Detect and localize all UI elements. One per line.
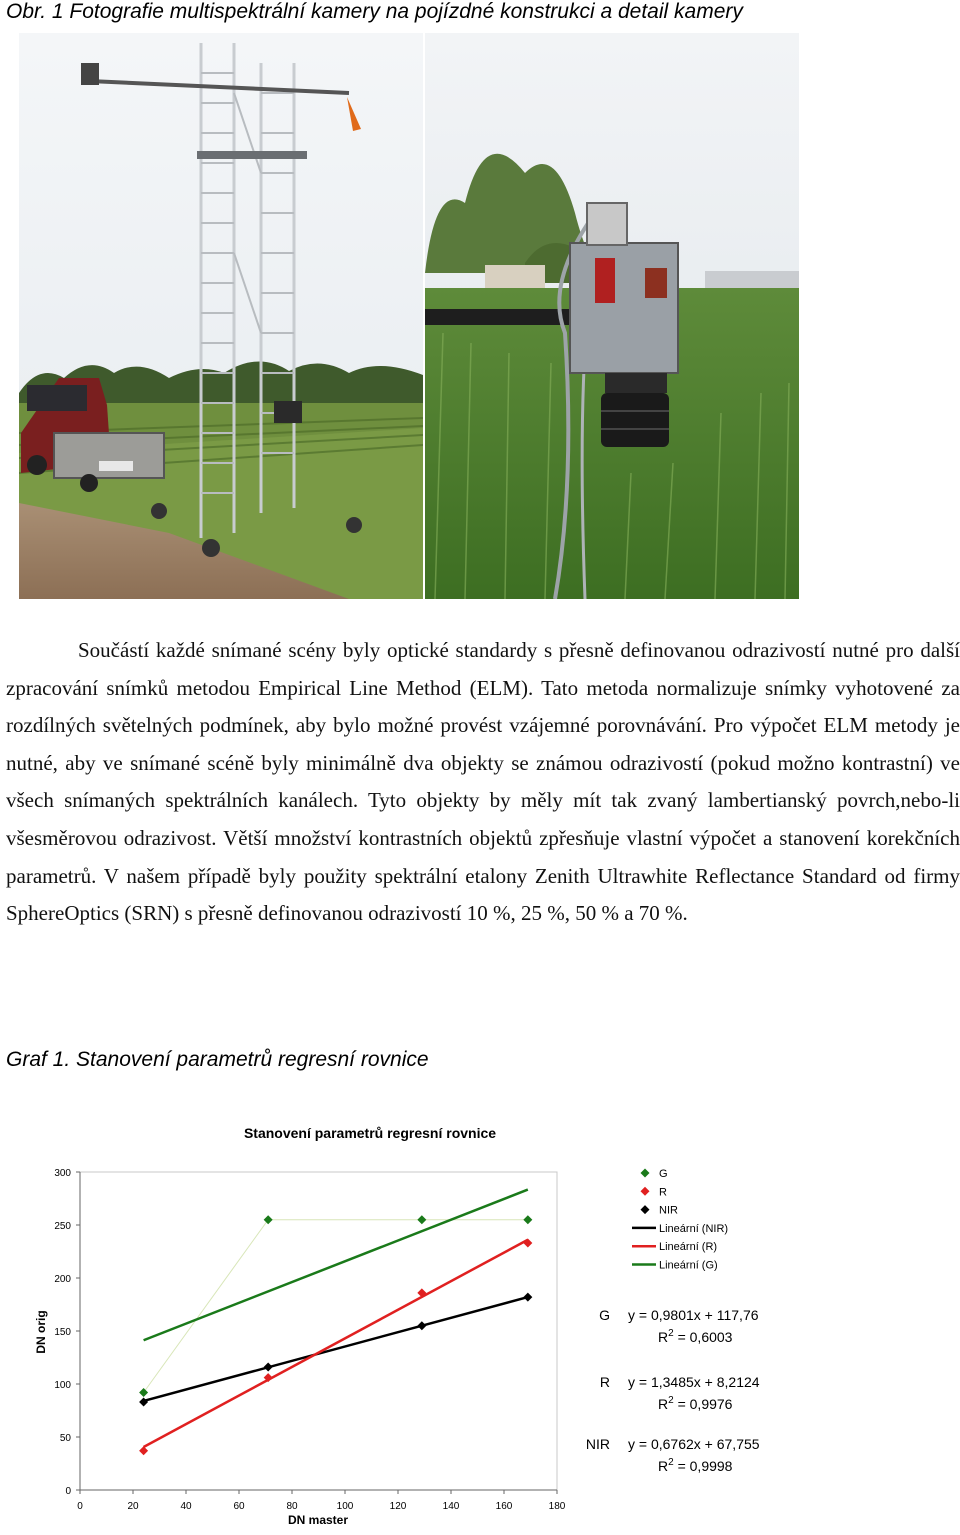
legend-label: NIR xyxy=(659,1204,678,1217)
legend xyxy=(632,1168,728,1272)
legend-marker xyxy=(641,1187,650,1196)
r-squared-text: $R^2 = 0,9998$ xyxy=(658,1457,733,1474)
trend-line xyxy=(144,1190,528,1341)
data-point xyxy=(264,1363,273,1372)
equation-series-label: G xyxy=(599,1307,610,1323)
g-series-connector xyxy=(144,1220,528,1393)
y-tick-label: 100 xyxy=(54,1380,71,1391)
data-point xyxy=(139,1446,148,1455)
legend-label: Lineární (NIR) xyxy=(659,1222,729,1235)
trend-lines xyxy=(144,1190,528,1447)
x-tick-label: 100 xyxy=(336,1501,354,1512)
body-paragraph-text: Součástí každé snímané scény byly optické standardy s přesně definovanou odrazivostí nutné pro další zpracování snímků metodou Empirical Line Method (ELM). Tato metoda normalizuje snímky vyhotovené za rozdílných světelných podmínek, aby bylo možné provést vzájemné porovnávání. Pro výpočet ELM metody je nutné, aby ve snímané scéně byly minimálně dva objekty se známou odrazivostí (pokud možno kontrastní) ve všech snímaných spektrálních kanálech. Tyto objekty by měly mít tak zvaný lambertianský povrch,nebo-li všesměrovou odrazivost. Větší množství kontrastních objektů zpřesňuje vlastní výpočet a stanovení korekčních parametrů. V našem případě byly použity spektrální etalony Zenith Ultrawhite Reflectance Standard od firmy SphereOptics (SRN) s přesně definovanou odrazivostí 10 %, 25 %, 50 % a 70 %. xyxy=(6,638,960,926)
r-squared-text: $R^2 = 0,9976$ xyxy=(658,1395,733,1412)
x-tick-label: 180 xyxy=(548,1501,566,1512)
figure-caption: Obr. 1 Fotografie multispektrální kamery na pojízdné konstrukci a detail kamery xyxy=(6,0,743,23)
data-points xyxy=(139,1215,532,1455)
regression-equations xyxy=(586,1307,760,1474)
x-tick-label: 60 xyxy=(233,1501,245,1512)
r-squared-text: $R^2 = 0,6003$ xyxy=(658,1328,733,1345)
data-point xyxy=(417,1321,426,1330)
data-point xyxy=(417,1215,426,1224)
legend-label: Lineární (G) xyxy=(659,1259,718,1272)
legend-label: R xyxy=(659,1186,667,1199)
legend-marker xyxy=(641,1205,650,1214)
photo-scaffold-tower xyxy=(19,33,423,599)
y-tick-label: 250 xyxy=(54,1221,71,1232)
graph-caption: Graf 1. Stanovení parametrů regresní rovnice xyxy=(6,1048,429,1071)
x-tick-label: 120 xyxy=(389,1501,407,1512)
legend-label: G xyxy=(659,1168,668,1180)
equation-text: y = 1,3485x + 8,2124 xyxy=(628,1374,760,1390)
x-tick-label: 20 xyxy=(127,1501,139,1512)
x-tick-label: 0 xyxy=(77,1501,83,1512)
equation-series-label: NIR xyxy=(585,1436,610,1452)
x-tick-label: 40 xyxy=(180,1501,192,1512)
trend-line xyxy=(144,1240,528,1447)
x-tick-labels xyxy=(77,1490,566,1512)
x-tick-label: 160 xyxy=(495,1501,513,1512)
data-point xyxy=(139,1388,148,1397)
legend-marker xyxy=(641,1169,650,1178)
x-axis-label: DN master xyxy=(287,1513,349,1527)
y-tick-label: 300 xyxy=(54,1168,71,1179)
chart-title: Stanovení parametrů regresní rovnice xyxy=(243,1125,497,1141)
x-tick-label: 140 xyxy=(442,1501,460,1512)
body-paragraph xyxy=(6,632,960,933)
x-tick-label: 80 xyxy=(286,1501,298,1512)
photo-camera-detail xyxy=(425,33,799,599)
data-point xyxy=(523,1215,532,1224)
equation-text: y = 0,6762x + 67,755 xyxy=(628,1436,760,1452)
data-point xyxy=(264,1215,273,1224)
y-axis-label: DN orig xyxy=(34,1310,48,1354)
y-tick-label: 0 xyxy=(65,1486,71,1497)
equation-series-label: R xyxy=(599,1374,610,1390)
legend-label: Lineární (R) xyxy=(659,1241,718,1254)
regression-chart xyxy=(0,1110,960,1535)
y-tick-label: 200 xyxy=(54,1274,71,1285)
y-tick-label: 50 xyxy=(59,1433,71,1444)
y-tick-labels xyxy=(54,1168,80,1497)
equation-text: y = 0,9801x + 117,76 xyxy=(628,1307,759,1323)
y-tick-label: 150 xyxy=(54,1327,71,1338)
data-point xyxy=(523,1239,532,1248)
data-point xyxy=(523,1293,532,1302)
